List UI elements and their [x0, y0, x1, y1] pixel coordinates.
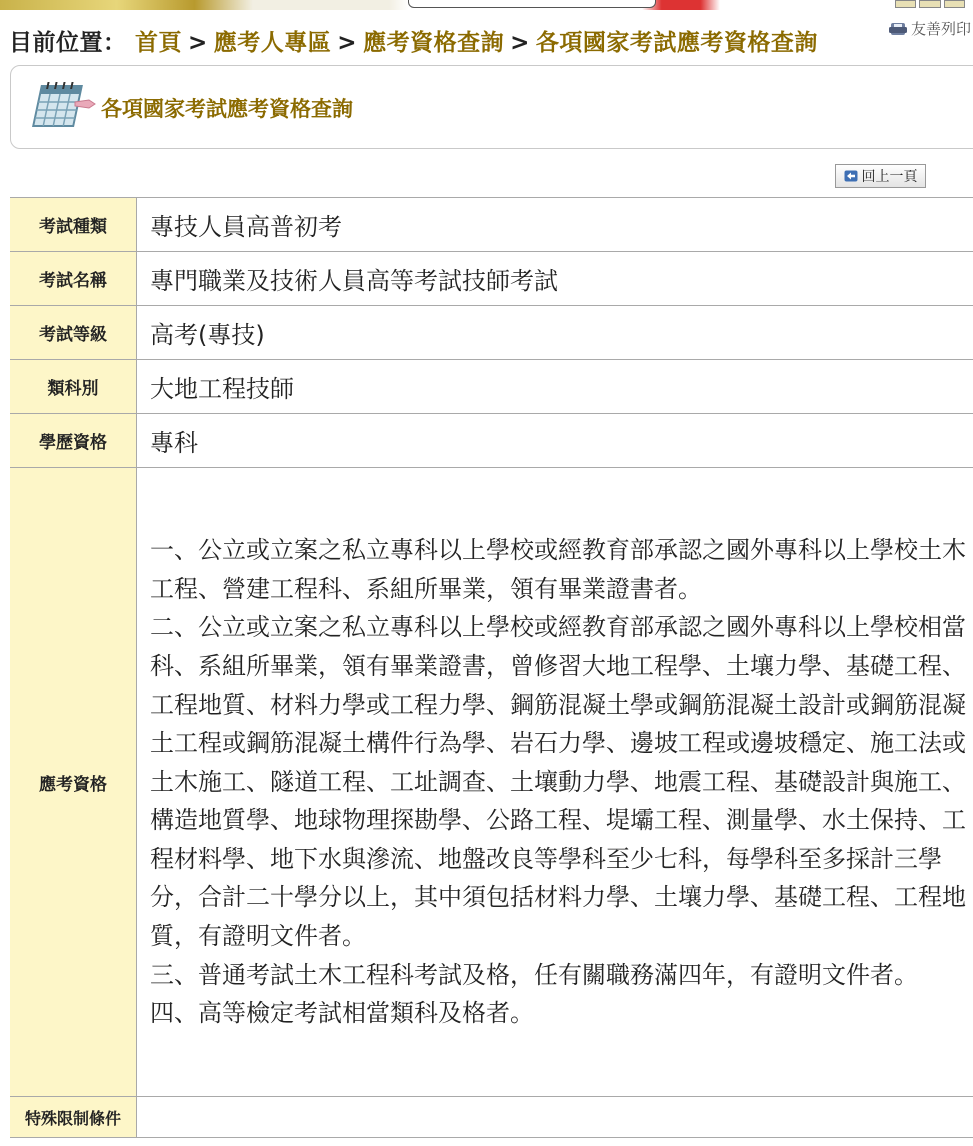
row-value-category: 大地工程技師: [137, 360, 973, 414]
calendar-icon: [23, 80, 103, 134]
arrow-left-icon: [844, 170, 858, 182]
qualification-item: 一、公立或立案之私立專科以上學校或經教育部承認之國外專科以上學校土木工程、營建工程科、系組所畢業，領有畢業證書者。: [150, 536, 966, 603]
row-label-category: 類科別: [10, 360, 137, 414]
qualification-item: 二、公立或立案之私立專科以上學校或經教育部承認之國外專科以上學校相當科、系組所畢業，領有畢業證書，曾修習大地工程學、土壤力學、基礎工程、工程地質、材料力學或工程力學、鋼筋混凝土學或鋼筋混凝土設計或鋼筋混凝土工程或鋼筋混凝土構件行為學、岩石力學、邊坡工程或邊坡穩定、施工法或土木施工、隧道工程、工址調查、土壤動力學、地震工程、基礎設計與施工、構造地質學、地球物理探勘學、公路工程、堤壩工程、測量學、水土保持、工程材料學、地下水與滲流、地盤改良等學科至少七科，每學科至多採計三學分，合計二十學分以上，其中須包括材料力學、土壤力學、基礎工程、工程地質，有證明文件者。: [150, 613, 966, 951]
row-label-exam-type: 考試種類: [10, 198, 137, 252]
breadcrumb-link-current[interactable]: 各項國家考試應考資格查詢: [535, 30, 818, 56]
page-title: 各項國家考試應考資格查詢: [101, 97, 353, 121]
row-value-education: 專科: [137, 414, 973, 468]
row-label-education: 學歷資格: [10, 414, 137, 468]
row-label-exam-level: 考試等級: [10, 306, 137, 360]
table-row: [10, 360, 973, 414]
breadcrumb-link-qualification-query[interactable]: 應考資格查詢: [363, 30, 505, 56]
row-label-exam-name: 考試名稱: [10, 252, 137, 306]
back-button-label: 回上一頁: [861, 169, 918, 185]
printer-icon: [888, 22, 908, 36]
row-value-special-conditions: [137, 1097, 973, 1138]
qualification-item: 四、高等檢定考試相當類科及格者。: [150, 999, 534, 1028]
table-row: [10, 414, 973, 468]
header-search-input[interactable]: [408, 0, 656, 8]
page-title-box: [10, 65, 973, 149]
breadcrumb-separator: >: [188, 30, 208, 56]
row-value-exam-name: 專門職業及技術人員高等考試技師考試: [137, 252, 973, 306]
qualification-item: 三、普通考試土木工程科考試及格，任有關職務滿四年，有證明文件者。: [150, 960, 918, 989]
row-label-special-conditions: 特殊限制條件: [10, 1097, 137, 1138]
header-banner-strip: [0, 0, 973, 10]
table-row: [10, 1097, 973, 1138]
breadcrumb-prefix: 目前位置：: [9, 30, 127, 56]
row-value-exam-type: 專技人員高普初考: [137, 198, 973, 252]
qualification-info-table: [10, 197, 973, 1138]
breadcrumb: [9, 24, 818, 57]
table-row: [10, 252, 973, 306]
row-value-exam-level: 高考(專技): [137, 306, 973, 360]
breadcrumb-separator: >: [337, 30, 358, 56]
breadcrumb-link-home[interactable]: 首頁: [135, 30, 183, 56]
row-label-qualification: 應考資格: [10, 468, 137, 1097]
table-row: [10, 306, 973, 360]
breadcrumb-link-examinee[interactable]: 應考人專區: [213, 30, 332, 56]
print-link-label: 友善列印: [910, 20, 971, 38]
back-button[interactable]: [835, 164, 926, 188]
breadcrumb-separator: >: [510, 30, 530, 56]
header-font-size-buttons[interactable]: [895, 0, 965, 8]
print-link[interactable]: [888, 18, 971, 39]
table-row: [10, 198, 973, 252]
row-value-qualification: [137, 468, 973, 1097]
table-row: [10, 468, 973, 1097]
